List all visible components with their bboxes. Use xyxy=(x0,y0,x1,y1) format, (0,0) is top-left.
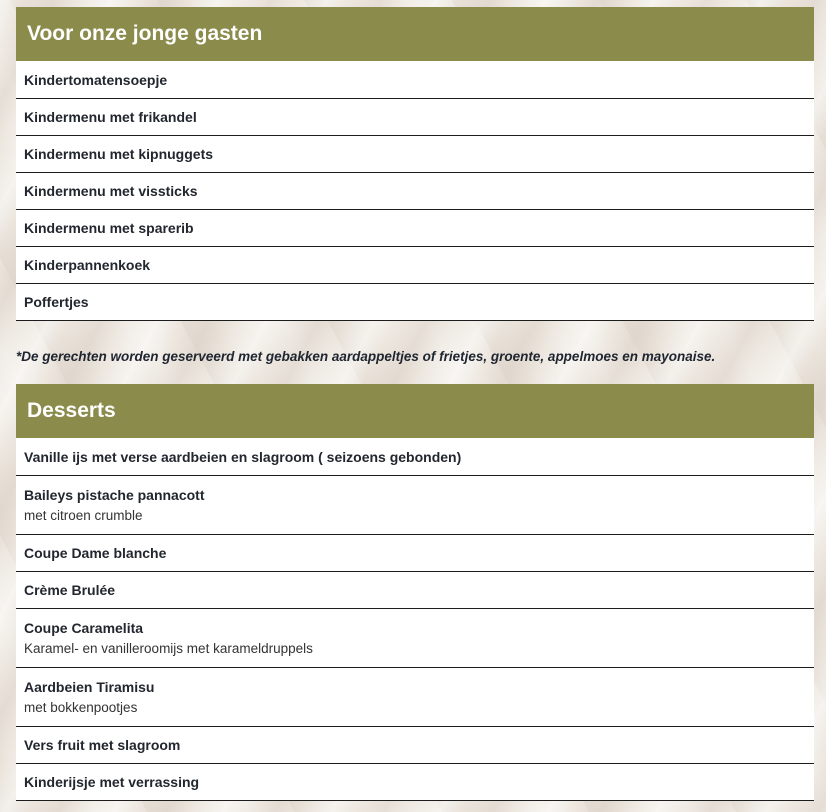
menu-item-name: Poffertjes xyxy=(24,294,89,310)
menu-item-name: Kindermenu met vissticks xyxy=(24,183,198,199)
menu-item xyxy=(16,98,814,135)
menu-item-name: Kindermenu met kipnuggets xyxy=(24,146,214,162)
menu-item xyxy=(16,61,814,98)
menu-item xyxy=(16,608,814,667)
menu-item-name: Vanille ijs met verse aardbeien en slagroom ( seizoens gebonden) xyxy=(24,448,462,465)
menu-item xyxy=(16,667,814,726)
menu-item-name: Vers fruit met slagroom xyxy=(24,737,181,753)
menu-item xyxy=(16,283,814,320)
desserts-section-title: Desserts xyxy=(16,384,814,438)
menu-item-name: Kindermenu met frikandel xyxy=(24,109,197,125)
menu-item xyxy=(16,534,814,571)
kids-menu-section xyxy=(16,7,814,321)
menu-item-name: Coupe Dame blanche xyxy=(24,545,167,561)
menu-item xyxy=(16,172,814,209)
kids-item-list xyxy=(16,61,814,321)
menu-item-description: met bokkenpootjes xyxy=(24,699,138,715)
menu-item-name: Crème Brulée xyxy=(24,582,116,598)
desserts-section xyxy=(16,384,814,801)
menu-item xyxy=(16,726,814,763)
menu-item xyxy=(16,135,814,172)
menu-item-description: Karamel- en vanilleroomijs met karameldruppels xyxy=(24,640,313,656)
menu-item xyxy=(16,475,814,534)
menu-item-description: met citroen crumble xyxy=(24,507,143,523)
menu-item xyxy=(16,763,814,800)
menu-item-name: Kinderijsje met verrassing xyxy=(24,774,200,790)
menu-item-name: Aardbeien Tiramisu xyxy=(24,678,155,695)
menu-item xyxy=(16,571,814,608)
side-dish-note: *De gerechten worden geserveerd met gebakken aardappeltjes of frietjes, groente, appelmoes en mayonaise. xyxy=(16,349,716,364)
menu-item xyxy=(16,246,814,283)
menu-item-name: Coupe Caramelita xyxy=(24,619,144,636)
menu-item-name: Kindertomatensoepje xyxy=(24,71,168,88)
menu-item-name: Kinderpannenkoek xyxy=(24,257,151,273)
menu-item-name: Baileys pistache pannacott xyxy=(24,486,205,503)
menu-item xyxy=(16,209,814,246)
kids-section-title: Voor onze jonge gasten xyxy=(16,7,814,61)
menu-item-name: Kindermenu met sparerib xyxy=(24,220,194,236)
desserts-item-list xyxy=(16,438,814,801)
menu-item xyxy=(16,438,814,475)
